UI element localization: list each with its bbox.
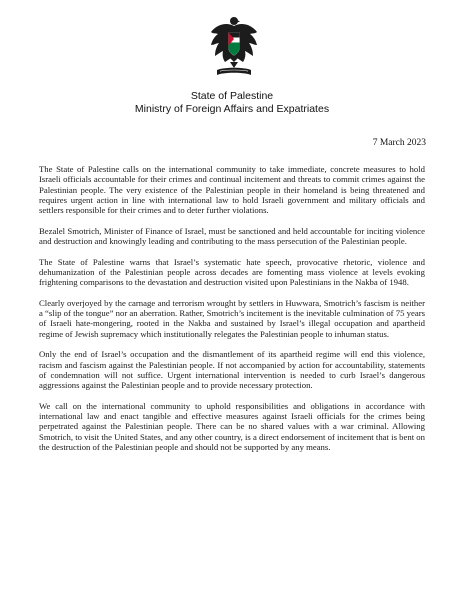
state-name: State of Palestine xyxy=(190,90,274,102)
palestine-eagle-emblem-icon xyxy=(207,12,261,84)
ministry-name: Ministry of Foreign Affairs and Expatriates xyxy=(134,103,330,115)
paragraph: The State of Palestine calls on the international community to take immediate, concrete measures to hold Israeli officials accountable for their crimes and continual incitement and threats to commit crimes against the Palestinian people. The very existence of the Palestinian people in their homeland is being threatened and requires urgent action in line with international law to hold Israeli government and military officials and settlers responsible for their crimes and to deter further violations. xyxy=(39,164,425,216)
letter-body xyxy=(39,164,425,463)
paragraph: The State of Palestine warns that Israel’s systematic hate speech, provocative rhetoric, violence and dehumanization of the Palestinian people across decades are fomenting mass violence at levels evoking frightening comparisons to the devastation and destruction visited upon Palestinians in the Nakba of 1948. xyxy=(39,256,425,288)
document-date: 7 March 2023 xyxy=(372,138,426,148)
paragraph: Clearly overjoyed by the carnage and terrorism wrought by settlers in Huwwara, Smotrich’s fascism is neither a “slip of the tongue” nor an aberration. Rather, Smotrich’s incitement is the inevitable culmination of 75 years of Israeli hate-mongering, rooted in the Nakba and sustained by Israel’s illegal occupation and apartheid regime of Jewish supremacy which institutionally relegates the Palestinian people to inhuman status. xyxy=(39,297,425,339)
paragraph: Bezalel Smotrich, Minister of Finance of Israel, must be sanctioned and held accountable for inciting violence and destruction and knowingly leading and contributing to the mass persecution of the Palestinian people. xyxy=(39,225,425,247)
paragraph: Only the end of Israel’s occupation and the dismantlement of its apartheid regime will end this violence, racism and fascism against the Palestinian people. If not accompanied by action for accountability, statements of condemnation will not suffice. Urgent international intervention is needed to curb Israel’s dangerous aggressions against the Palestinian people and to provide necessary protection. xyxy=(39,349,425,391)
paragraph: We call on the international community to uphold responsibilities and obligations in accordance with international law and enact tangible and effective measures against Israeli officials for the crimes being perpetrated against the Palestinian people. There can be no shared values with a war criminal. Allowing Smotrich, to visit the United States, and any other country, is a direct endorsement of incitement that is bent on the destruction of the Palestinian people and should not be supported by any means. xyxy=(39,400,425,453)
